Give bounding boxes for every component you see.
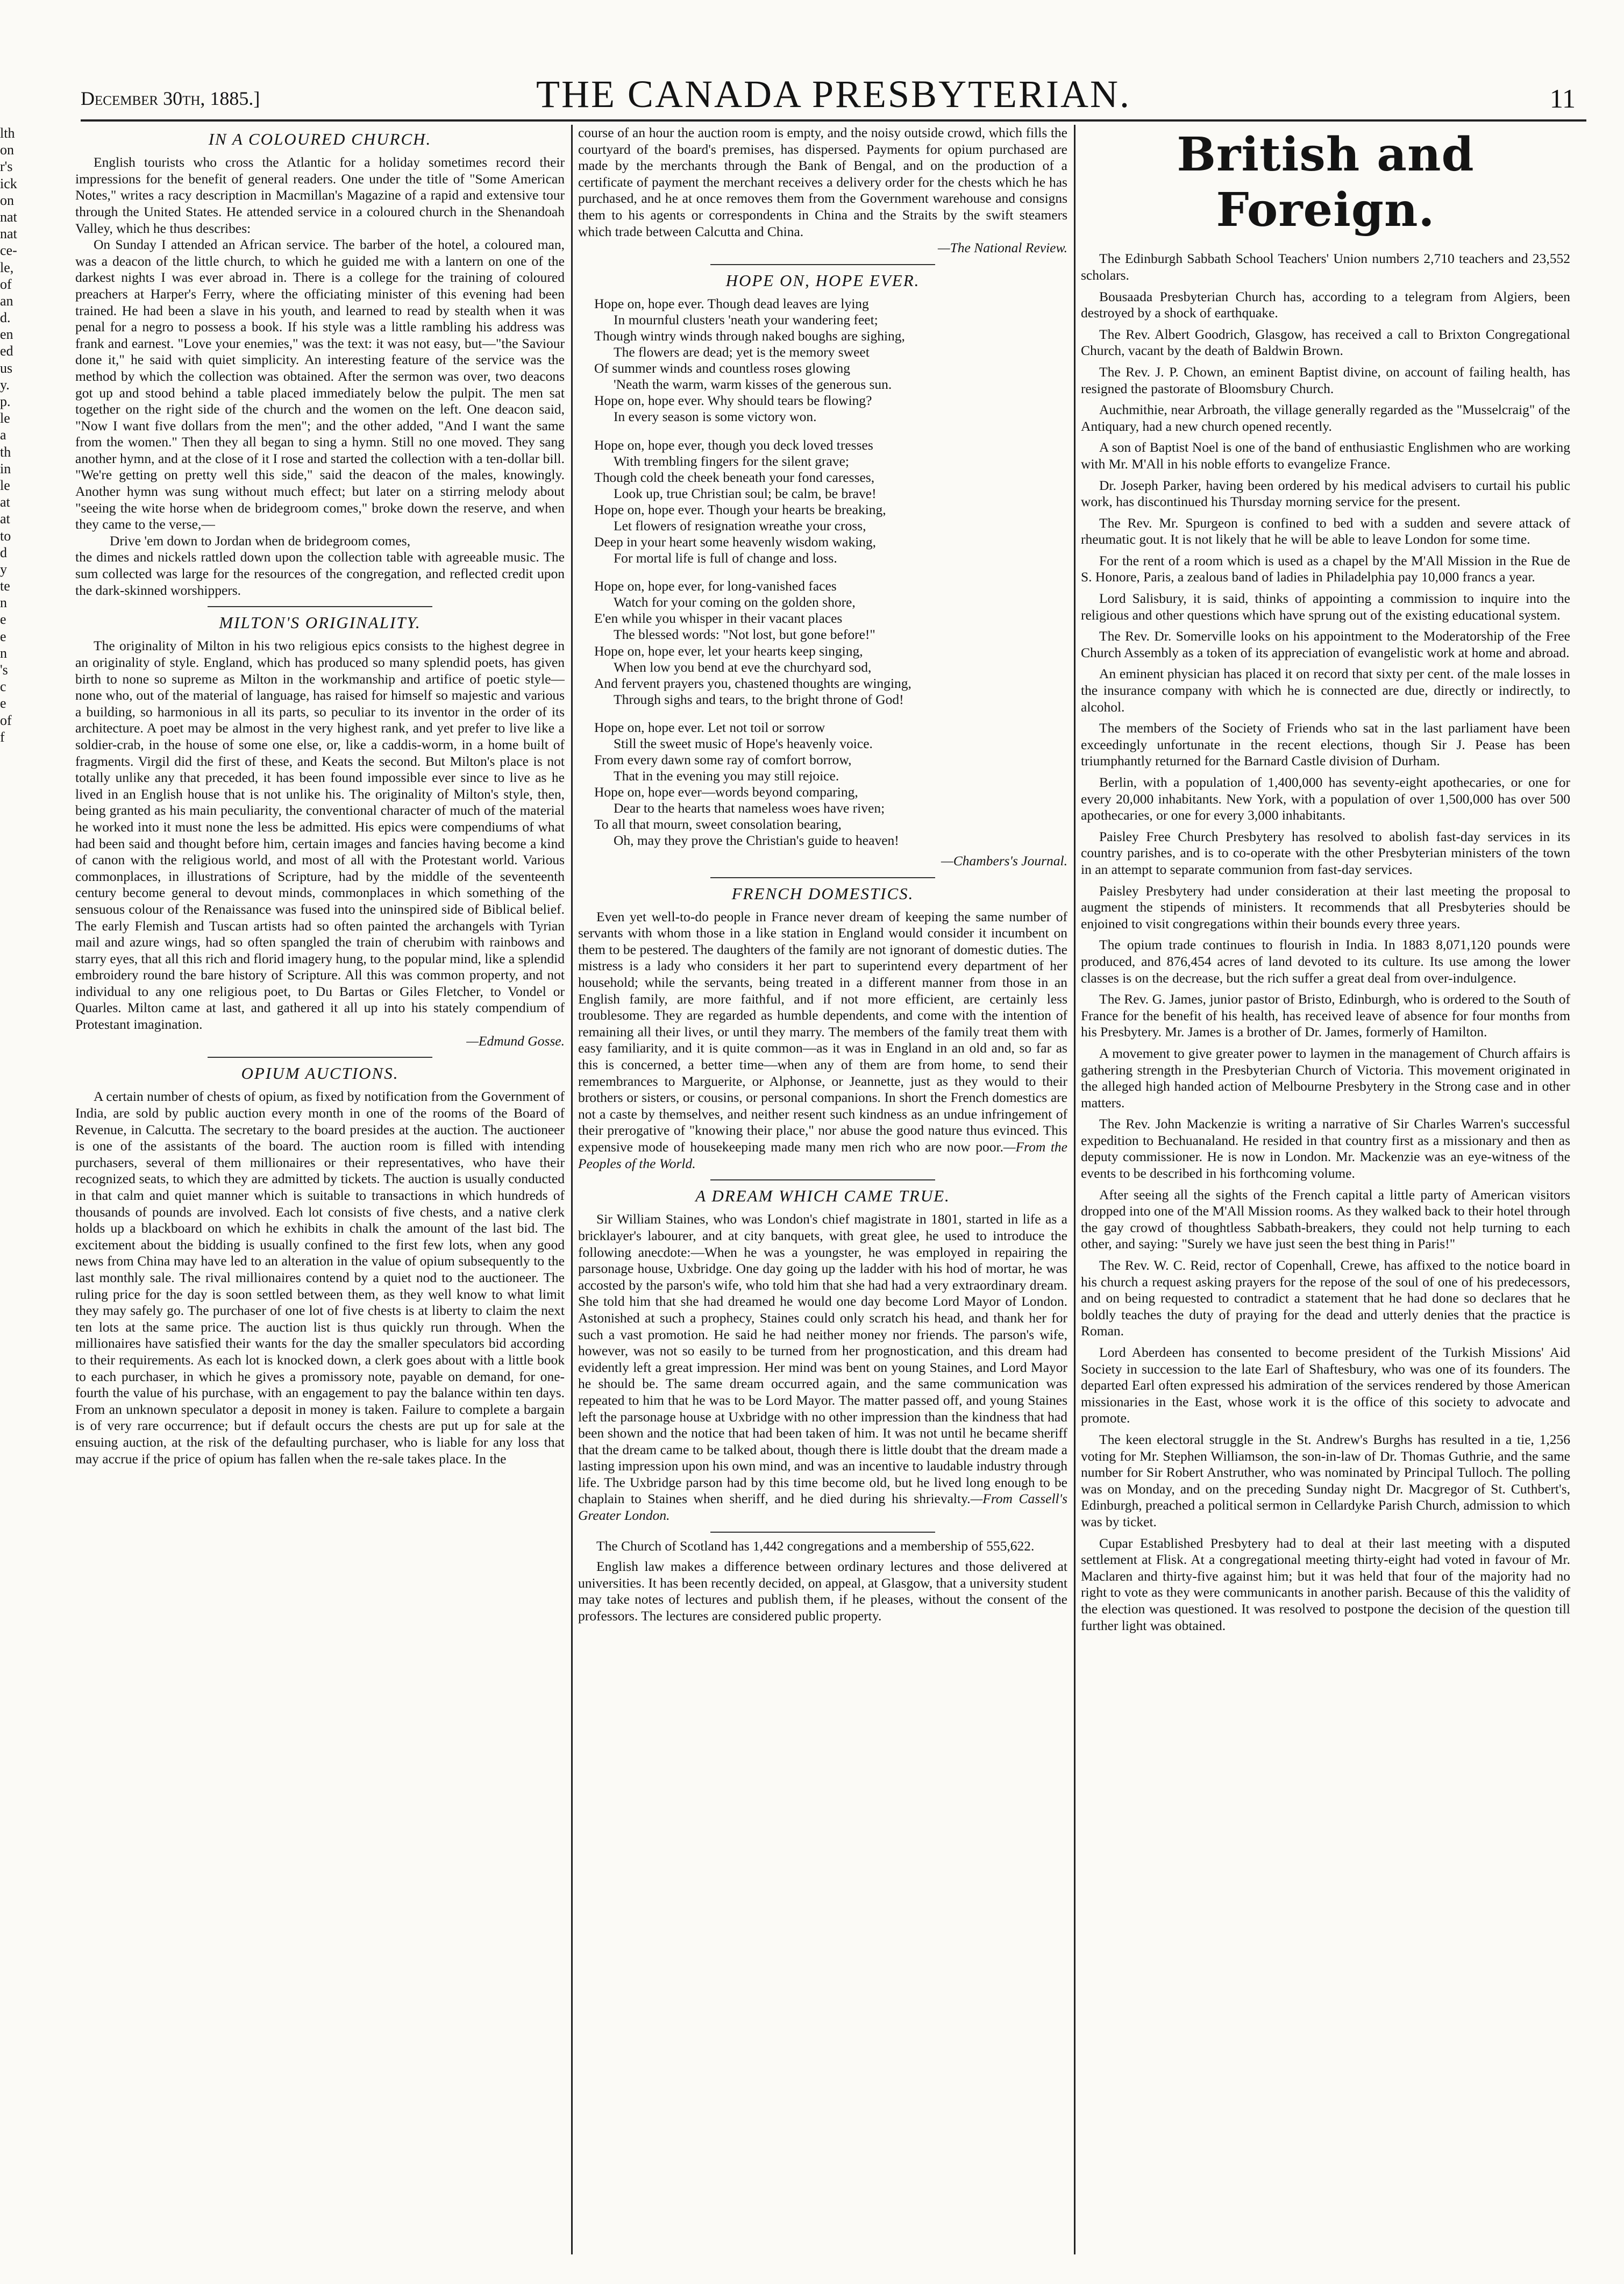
separator-rule xyxy=(710,1532,936,1533)
poem-line: For mortal life is full of change and loss. xyxy=(614,550,837,566)
news-item: The Rev. G. James, junior pastor of Bristo, Edinburgh, who is ordered to the South of France for the benefit of his health, has received leave of absence for four months from his Presbytery. Mr. James is a brother of Dr. James, formerly of Hamilton. xyxy=(1081,991,1570,1040)
poem-line: Through sighs and tears, to the bright throne of God! xyxy=(614,691,904,707)
news-item: The Rev. J. P. Chown, an eminent Baptist divine, on account of failing health, has resigned the pastorate of Bloomsbury Church. xyxy=(1081,364,1570,396)
article-title: OPIUM AUCTIONS. xyxy=(241,1064,399,1083)
poem-line: In every season is some victory won. xyxy=(614,409,817,425)
article-paragraph: course of an hour the auction room is empty, and the noisy outside crowd, which fills the courtyard of the board's premises, has dispersed. Payments for opium purchased are made by the merchants through the Bank of Bengal, and on the production of a certificate of payment the merchant receives a delivery order for the chests which he has purchased, and he at once removes them from the Government warehouse and consigns them to his agents or correspondents in China and the Straits by the swift steamers which trade between Calcutta and China. xyxy=(578,125,1067,239)
poem-line: Watch for your coming on the golden shore, xyxy=(614,594,856,610)
poem-line: The blessed words: "Not lost, but gone before!" xyxy=(614,627,875,643)
poem-title: HOPE ON, HOPE EVER. xyxy=(725,271,920,290)
article-title: FRENCH DOMESTICS. xyxy=(731,884,914,903)
poem-line: E'en while you whisper in their vacant places xyxy=(594,610,843,627)
article-paragraph: English tourists who cross the Atlantic for a holiday sometimes record their impressions for the benefit of general readers. One under the title of "Some American Notes," writes a racy description in Macmillan's Magazine of a rapid and extensive tour through the United States. He attended service in a coloured church in the Shenandoah Valley, which he thus describes: xyxy=(75,154,565,236)
attribution: —From Cassell's Greater London. xyxy=(578,1491,1067,1524)
news-item: The keen electoral struggle in the St. Andrew's Burghs has resulted in a tie, 1,256 voting for Mr. Stephen Williamson, the son-in-law of Dr. Thomas Guthrie, and the same number for Sir Robert Anstruther, who was nominated by Principal Tulloch. The polling was on Monday, and on the preceding Sunday night Dr. Macgregor of St. Cuthbert's, Edinburgh, preached a political sermon in Cellardyke Parish Church, admission to which was by ticket. xyxy=(1081,1431,1570,1529)
header-rule xyxy=(81,119,1586,122)
column-rule xyxy=(1074,125,1075,2254)
news-item: The Church of Scotland has 1,442 congregations and a membership of 555,622. xyxy=(596,1538,1035,1554)
attribution: —From the Peoples of the World. xyxy=(578,1139,1067,1171)
poem-line: And fervent prayers you, chastened thoughts are winging, xyxy=(594,675,911,691)
poem-line: 'Neath the warm, warm kisses of the generous sun. xyxy=(614,376,892,393)
poem-stanza xyxy=(594,578,1067,708)
separator-rule xyxy=(710,1179,936,1180)
column-3 xyxy=(1081,125,1570,2254)
news-item: For the rent of a room which is used as a chapel by the M'All Mission in the Rue de S. Honore, Paris, a zealous band of ladies in Philadelphia pay 10,000 francs a year. xyxy=(1081,552,1570,585)
news-item: Dr. Joseph Parker, having been ordered by his medical advisers to curtail his public work, has discontinued his Thursday morning service for the present. xyxy=(1081,477,1570,510)
poem-line: Hope on, hope ever, let your hearts keep singing, xyxy=(594,643,863,659)
article-paragraph: the dimes and nickels rattled down upon the collection table with agreeable music. The sum collected was large for the resources of the congregation, and reflected credit upon the dark-skinned worshippers. xyxy=(75,549,565,598)
news-item: The Rev. Mr. Spurgeon is confined to bed with a sudden and severe attack of rheumatic gout. It is not likely that he will be able to leave London for some time. xyxy=(1081,515,1570,547)
column-1 xyxy=(75,125,565,2254)
news-item: The Rev. Albert Goodrich, Glasgow, has received a call to Brixton Congregational Church, vacant by the death of Baldwin Brown. xyxy=(1081,326,1570,359)
poem-line: Hope on, hope ever, though you deck loved tresses xyxy=(594,437,873,453)
attribution: —Chambers's Journal. xyxy=(941,853,1067,869)
poem-line: Dear to the hearts that nameless woes have riven; xyxy=(614,800,885,816)
poem-line: Deep in your heart some heavenly wisdom waking, xyxy=(594,534,877,550)
page-header xyxy=(81,63,1586,117)
poem-line: Look up, true Christian soul; be calm, be brave! xyxy=(614,485,877,501)
header-date: December 30th, 1885.] xyxy=(81,88,260,109)
news-item: The Rev. W. C. Reid, rector of Copenhall, Crewe, has affixed to the notice board in his church a request asking prayers for the repose of the soul of one of his predecessors, and on being requested to contradict a statement that he had done so declares that he boldly teaches the duty of praying for the dead and utterly denies that the practice is Roman. xyxy=(1081,1257,1570,1339)
news-item: The Rev. Dr. Somerville looks on his appointment to the Moderatorship of the Free Church Assembly as a token of its appreciation of evangelistic work at home and abroad. xyxy=(1081,628,1570,660)
news-item: Lord Salisbury, it is said, thinks of appointing a commission to inquire into the religious and other questions which have sprung out of the existing educational system. xyxy=(1081,590,1570,623)
poem-stanza xyxy=(594,296,1067,425)
poem-body xyxy=(578,296,1067,870)
news-item: Auchmithie, near Arbroath, the village generally regarded as the "Musselcraig" of the Antiquary, had a new church opened recently. xyxy=(1081,402,1570,434)
poem-line: Of summer winds and countless roses glowing xyxy=(594,360,850,376)
article-title: IN A COLOURED CHURCH. xyxy=(208,130,432,148)
separator-rule xyxy=(710,264,936,265)
news-item: A son of Baptist Noel is one of the band of enthusiastic Englishmen who are working with Mr. M'All in his noble efforts to evangelize France. xyxy=(1081,439,1570,472)
news-item: English law makes a difference between ordinary lectures and those delivered at universities. It has been recently decided, on appeal, at Glasgow, that a university student may take notes of lectures and publish them, if he pleases, without the consent of the professors. The lectures are considered public property. xyxy=(578,1559,1067,1624)
news-item: Paisley Presbytery had under consideration at their last meeting the proposal to augment the stipends of ministers. It recommends that all Presbyteries should be enjoined to visit congregations within their bounds every three years. xyxy=(1081,883,1570,931)
article-paragraph: The originality of Milton in his two religious epics consists to the highest degree in an originality of style. England, which has produced so many splendid poets, has given birth to none so supreme as Milton in the workmanship and artifice of poetic style—none who, out of the material of language, has raised for himself so majestic and various a building, so harmonious in all its parts, so peculiar to its inventor in the order of its architecture. A poet may be almost in the very highest rank, and yet prefer to live like a soldier-crab, in the house of some one else, or, like a caddis-worm, in a home built of fragments. Virgil did the first of these, and Keats the second. But Milton's place is not totally unlike any that preceded, it has been found impossible ever since to live as he lived in an English house that is not unlike his. The originality of Milton's style, then, being granted as his main peculiarity, the conventional character of much of the material he worked into it must none the less be admitted. His epics were compendiums of what had been said and thought before him, certain images and fancies having become a kind of canon with the religious world, and most of all with the Protestant world. Various commonplaces, in illustrations of Scripture, had by the middle of the seventeenth century become general to devout minds, commonplaces in which something of the sensuous colour of the Renaissance was fused into the uninspired side of Biblical belief. The early Flemish and Tuscan artists had so often painted the archangels with Tyrian mail and azure wings, had so often spangled the train of cherubim with rainbows and starry eyes, that all this rich and florid imagery hung, to the popular mind, like a splendid embroidery round the bare history of Scripture. All this was common property, and not individual to any one religious poet, to Du Bartas or Giles Fletcher, to Vondel or Quarles. Milton came at last, and gathered it all up into his stately compendium of Protestant imagination. xyxy=(75,638,565,1033)
news-item: An eminent physician has placed it on record that sixty per cent. of the male losses in the insurance company with which he is connected are due, directly or indirectly, to alcohol. xyxy=(1081,666,1570,715)
poem-stanza xyxy=(594,437,1067,567)
poem-line: Still the sweet music of Hope's heavenly voice. xyxy=(614,735,873,751)
paragraph-text: Sir William Staines, who was London's chief magistrate in 1801, started in life as a bricklayer's labourer, and at city banquets, with great glee, he used to introduce the following anecdote:—When he was a youngster, he was employed in repairing the parsonage house, Uxbridge. One day going up the ladder with his hod of mortar, he was accosted by the parson's wife, who told him that she had had a very extraordinary dream. She told him that she had dreamed he would one day become Lord Mayor of London. Astonished at such a prophecy, Staines could only scratch his head, and thank her for such a vast promotion. He said he had neither money nor friends. The parson's wife, however, was not so easily to be turned from her prognostication, and this dream had evidently left a great impression. Her mind was bent on young Staines, and Lord Mayor he should be. The same dream occurred again, and the same communication was repeated to him that he was to be Lord Mayor. The matter passed off, and young Staines left the parsonage house at Uxbridge with no other impression than the kindness that had been shown and the notice that had been taken of him. It was not until he became sheriff that the dream came to be talked about, though there is little doubt that the dream made a lasting impression upon his own mind, and was an incentive to laudable industry through life. The Uxbridge parson had by this time become old, but he lived long enough to be chaplain to Staines when sheriff, and he died during his shrievalty. xyxy=(578,1211,1067,1507)
article-title: MILTON'S ORIGINALITY. xyxy=(219,613,421,632)
poem-line: Hope on, hope ever. Let not toil or sorrow xyxy=(594,719,825,735)
news-item: Bousaada Presbyterian Church has, according to a telegram from Algiers, been destroyed by a shock of earthquake. xyxy=(1081,288,1570,321)
column-rule xyxy=(571,125,573,2254)
news-item: The Edinburgh Sabbath School Teachers' Union numbers 2,710 teachers and 23,552 scholars. xyxy=(1081,251,1570,283)
page-number: 11 xyxy=(1549,83,1576,113)
article-title: A DREAM WHICH CAME TRUE. xyxy=(695,1186,950,1206)
poem-line: Hope on, hope ever, for long-vanished faces xyxy=(594,578,837,594)
news-item: The members of the Society of Friends who sat in the last parliament have been exceedingly unfortunate in the recent elections, though Sir J. Pease has been triumphantly returned for the Barnard Castle division of Durham. xyxy=(1081,720,1570,769)
poem-line: Though wintry winds through naked boughs are sighing, xyxy=(594,328,905,344)
news-item: The Rev. John Mackenzie is writing a narrative of Sir Charles Warren's successful expedition to Bechuanaland. He resided in that country first as a missionary and then as deputy commissioner. He is now in London. Mr. Mackenzie was an eye-witness of the events to be described in his forthcoming volume. xyxy=(1081,1116,1570,1182)
poem-line: Hope on, hope ever. Though dead leaves are lying xyxy=(594,295,869,311)
section-title: British and Foreign. xyxy=(1177,127,1475,238)
poem-line: Hope on, hope ever. Though your hearts be breaking, xyxy=(594,501,886,517)
poem-line: With trembling fingers for the silent grave; xyxy=(614,453,850,469)
attribution: —The National Review. xyxy=(937,240,1067,256)
adjacent-page-fragment: lth on r's ick on nat nat ce- le, of an d. en ed us y. p. le a th in le at at to d y te n e e n 's c e of f xyxy=(0,125,17,745)
article-paragraph: A certain number of chests of opium, as fixed by notification from the Government of India, are sold by public auction every month in one of the rooms of the Board of Revenue, in Calcutta. The secretary to the board presides at the auction. The auctioneer is one of the assistants of the board. The auction room is filled with intending purchasers, several of them millionaires or their representatives, who have their recognized seats, to which they are admitted by tickets. The auction is usually conducted in that calm and quiet manner which is suitable to transactions in which hundreds of thousands of pounds are involved. Each lot consists of five chests, and a native clerk holds up a blackboard on which he exhibits in chalk the amount of the last bid. The excitement about the bidding is usually confined to the first few lots, when any good news from China may have led to an alteration in the value of opium subsequently to the last monthly sale. The rival millionaires contend by a quiet nod to the auctioneer. The ruling price for the day is soon settled between them, as they well know to what limit they may safely go. The purchaser of one lot of five chests is at liberty to claim the next ten lots at the same price. The auction list is thus quickly run through. When the millionaires have satisfied their wants for the day the smaller speculators bid according to their requirements. As each lot is knocked down, a clerk goes about with a little book to each purchaser, in which he gives a promissory note, payable on demand, for one-fourth the value of his purchase, with an engagement to pay the balance within ten days. From an unknown speculator a deposit in money is taken. Failure to complete a bargain is of very rare occurrence; but if default occurs the chests are put up for sale at the ensuing auction, at the risk of the defaulting purchaser, who is liable for any loss that may accrue if the price of opium has fallen when the re-sale takes place. In the xyxy=(75,1088,565,1467)
quoted-line: Drive 'em down to Jordan when de bridegroom comes, xyxy=(110,532,411,549)
article-paragraph: On Sunday I attended an African service. The barber of the hotel, a coloured man, was a deacon of the little church, to which he guided me with a lantern on one of the darkest nights I was ever abroad in. There is a college for the training of coloured preachers at Harper's Ferry, where the officiating minister of this evening had been trained. He had been a slave in his youth, and learned to read by stealth when it was penal for a negro to possess a book. If his style was a little rambling his address was frank and earnest. "Love your enemies," was the text: it was not easy, but—"the Saviour done it," he said with quiet simplicity. An interesting feature of the service was the method by which the collection was obtained. After the sermon was over, two deacons got up and stood behind a table placed immediately below the pulpit. The men sat together on the right side of the church and the women on the left. One deacon said, "Now I want five dollars from the men"; and the other added, "And I want the same from the women." Then they all began to sing a hymn. Still no one moved. They sang another hymn, and at the close of it I rose and started the collection with a ten-dollar bill. "We're getting on pretty well this side," said the deacon of the males, knowingly. Another hymn was sung without much effect; but later on a stirring melody about "seeing the wite horse when de bridegroom comes," broke down the reserve, and when they came to the verse,— xyxy=(75,237,565,532)
news-item: Lord Aberdeen has consented to become president of the Turkish Missions' Aid Society in succession to the late Earl of Shaftesbury, who was one of its founders. The departed Earl often expressed his admiration of the services rendered by those American missionaries in the East, whose work it is the office of this society to advocate and promote. xyxy=(1081,1344,1570,1426)
news-item: A movement to give greater power to laymen in the management of Church affairs is gathering strength in the Presbyterian Church of Victoria. This movement originated in the alleged high handed action of Melbourne Presbytery in the Strong case and in other matters. xyxy=(1081,1045,1570,1111)
article-paragraph xyxy=(578,909,1067,1172)
column-2 xyxy=(578,125,1067,2254)
attribution: —Edmund Gosse. xyxy=(466,1033,565,1049)
poem-line: When low you bend at eve the churchyard sod, xyxy=(614,659,872,675)
poem-line: From every dawn some ray of comfort borrow, xyxy=(594,751,852,767)
poem-line: Hope on, hope ever—words beyond comparing, xyxy=(594,784,858,800)
masthead-title: THE CANADA PRESBYTERIAN. xyxy=(536,73,1131,116)
poem-line: Though cold the cheek beneath your fond caresses, xyxy=(594,469,875,485)
poem-line: Oh, may they prove the Christian's guide to heaven! xyxy=(614,833,899,849)
poem-line: That in the evening you may still rejoice. xyxy=(614,768,839,784)
separator-rule xyxy=(710,877,936,878)
news-item: Cupar Established Presbytery had to deal at their last meeting with a disputed settlement at Flisk. At a congregational meeting thirty-eight had voted in favour of Mr. Maclaren and thirty-five against him; but it was held that four of the majority had no right to vote as they were communicants in another parish. Because of this the validity of the election was questioned. It was resolved to postpone the decision of the question till further light was obtained. xyxy=(1081,1535,1570,1633)
poem-stanza xyxy=(594,720,1067,849)
paragraph-text: Even yet well-to-do people in France never dream of keeping the same number of servants with whom those in a like station in England would consider it incumbent on them to be pestered. The daughters of the family are not ignorant of domestic duties. The mistress is a lady who considers it her part to superintend every department of her household; while the servants, being treated in a different manner from those in an English family, are more faithful, and if not more efficient, are certainly less troublesome. They are regarded as humble dependents, and come with the intention of remaining all their lives, or until they marry. The members of the family treat them with easy familiarity, and it is quite common—as it was in England in an old and, so far as this is concerned, a better time—when any of them are from home, to send their remembrances to Marguerite, or Alphonse, or Jeannette, just as they would to their brothers or sisters, or cousins, or personal companions. In short the French domestics are not a caste by themselves, and neither resent such kindness as an undue infringement of their prerogative of "knowing their place," nor abuse the good nature thus evinced. This expensive mode of housekeeping made many men rich who are now poor. xyxy=(578,908,1067,1155)
poem-line: The flowers are dead; yet is the memory sweet xyxy=(614,344,870,360)
poem-line: In mournful clusters 'neath your wandering feet; xyxy=(614,312,878,328)
news-item: Paisley Free Church Presbytery has resolved to abolish fast-day services in its country parishes, and is to co-operate with the other Presbyterian ministers of the town in an attempt to separate communion from fast-day services. xyxy=(1081,828,1570,877)
separator-rule xyxy=(208,1057,433,1058)
poem-line: To all that mourn, sweet consolation bearing, xyxy=(594,816,842,833)
news-item: After seeing all the sights of the French capital a little party of American visitors dropped into one of the M'All Mission rooms. As they walked back to their hotel through the gay crowd of thoughtless Sabbath-breakers, they could not help turning to each other, and saying: "Surely we have just seen the best thing in Paris!" xyxy=(1081,1186,1570,1252)
separator-rule xyxy=(208,606,433,607)
news-item: The opium trade continues to flourish in India. In 1883 8,071,120 pounds were produced, and 876,454 acres of land devoted to its culture. Its use among the lower classes is on the decrease, but the rich suffer a great deal from over-indulgence. xyxy=(1081,937,1570,986)
article-paragraph xyxy=(578,1211,1067,1524)
news-item: Berlin, with a population of 1,400,000 has seventy-eight apothecaries, or one for every 20,000 inhabitants. New York, with a population of over 1,500,000 has over 500 apothecaries, or one for every 3,000 inhabitants. xyxy=(1081,774,1570,823)
poem-line: Let flowers of resignation wreathe your cross, xyxy=(614,517,866,533)
poem-line: Hope on, hope ever. Why should tears be flowing? xyxy=(594,393,872,409)
